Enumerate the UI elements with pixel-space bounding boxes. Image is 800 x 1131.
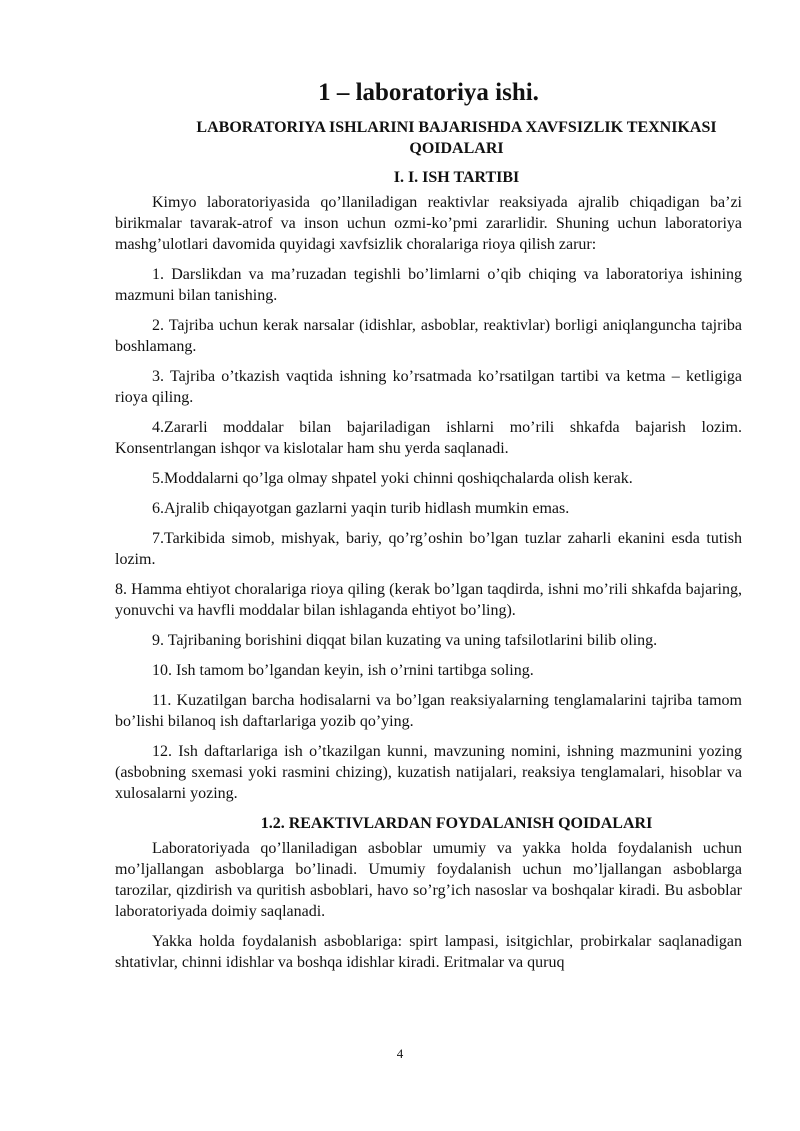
rule-12: 12. Ish daftarlariga ish o’tkazilgan kunni, mavzuning nomini, ishning mazmunini yozing (asbobning sxemasi yoki rasmini chizing), kuzatish natijalari, reaksiya tenglamalari, hisoblar va xulosalarni yozing. (115, 743, 742, 802)
page-number: 4 (396, 1046, 404, 1061)
section2-paragraph-2: Yakka holda foydalanish asboblariga: spirt lampasi, isitgichlar, probirkalar saqlanadigan shtativlar, chinni idishlar va boshqa idishlar kiradi. Eritmalar va quruq (115, 933, 742, 971)
rule-1: 1. Darslikdan va ma’ruzadan tegishli bo’limlarni o’qib chiqing va laboratoriya ishining mazmuni bilan tanishing. (115, 266, 742, 304)
rule-7: 7.Tarkibida simob, mishyak, bariy, qo’rg’oshin bo’lgan tuzlar zaharli ekanini esda tutish lozim. (115, 530, 742, 568)
main-heading: LABORATORIYA ISHLARINI BAJARISHDA XAVFSIZLIK TEXNIKASI QOIDALARI (196, 119, 717, 157)
section1-heading: I. I. ISH TARTIBI (393, 169, 520, 186)
page-content (115, 78, 742, 982)
intro-paragraph: Kimyo laboratoriyasida qo’llaniladigan reaktivlar reaksiyada ajralib chiqadigan ba’zi birikmalar tavarak-atrof va inson uchun ozmi-ko’pmi zararlidir. Shuning uchun laboratoriya mashg’ulotlari davomida quyidagi xavfsizlik choralariga rioya qilish zarur: (115, 194, 742, 253)
rule-6: 6.Ajralib chiqayotgan gazlarni yaqin turib hidlash mumkin emas. (152, 500, 570, 517)
rule-8: 8. Hamma ehtiyot choralariga rioya qiling (kerak bo’lgan taqdirda, ishni mo’rili shkafda bajaring, yonuvchi va havfli moddalar bilan ishlaganda ehtiyot bo’ling). (115, 581, 742, 619)
section2-paragraph-1: Laboratoriyada qo’llaniladigan asboblar umumiy va yakka holda foydalanish uchun mo’ljallangan asboblarga bo’linadi. Umumiy foydalanish uchun mo’ljallangan asboblarga tarozilar, qizdirish va quritish asboblari, havo so’rg’ich nasoslar va boshqalar kiradi. Bu asboblar laboratoriyada doimiy saqlanadi. (115, 840, 742, 920)
rule-9: 9. Tajribaning borishini diqqat bilan kuzating va uning tafsilotlarini bilib oling. (152, 632, 658, 649)
rule-11: 11. Kuzatilgan barcha hodisalarni va bo’lgan reaksiyalarning tenglamalarini tajriba tamom bo’lishi bilanoq ish daftarlariga yozib qo’ying. (115, 692, 742, 730)
rule-2: 2. Tajriba uchun kerak narsalar (idishlar, asboblar, reaktivlar) borligi aniqlanguncha tajriba boshlamang. (115, 317, 742, 355)
rule-5: 5.Moddalarni qo’lga olmay shpatel yoki chinni qoshiqchalarda olish kerak. (152, 470, 633, 487)
rule-10: 10. Ish tamom bo’lgandan keyin, ish o’rnini tartibga soling. (152, 662, 534, 679)
rule-3: 3. Tajriba o’tkazish vaqtida ishning ko’rsatmada ko’rsatilgan tartibi va ketma – ketligiga rioya qiling. (115, 368, 742, 406)
lab-title: 1 – laboratoriya ishi. (318, 79, 539, 106)
rule-4: 4.Zararli moddalar bilan bajariladigan ishlarni mo’rili shkafda bajarish lozim. Konsentrlangan ishqor va kislotalar ham shu yerda saqlanadi. (115, 419, 742, 457)
section2-heading: 1.2. REAKTIVLARDAN FOYDALANISH QOIDALARI (260, 815, 653, 832)
